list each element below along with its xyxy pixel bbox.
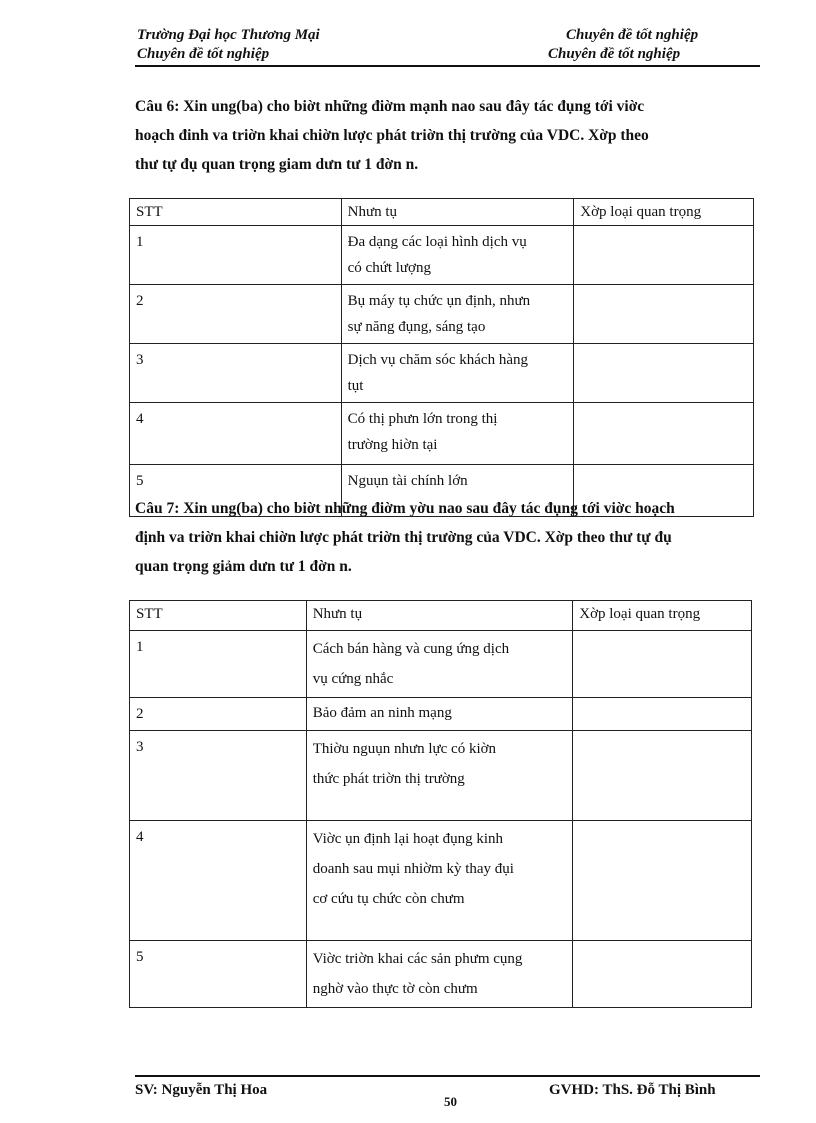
- factor-line: doanh sau mụi nhiờm kỳ thay đụi: [312, 861, 514, 877]
- cell-factor: [306, 821, 573, 941]
- table-row: [130, 821, 752, 941]
- cell-rank-input[interactable]: [574, 344, 754, 403]
- cell-stt: 4: [130, 403, 342, 465]
- table-row: [130, 631, 752, 698]
- footer-advisor: GVHD: ThS. Đỗ Thị Bình: [549, 1082, 716, 1098]
- factor-line: nghờ vào thực tờ còn chưm: [312, 981, 478, 997]
- cell-factor: [306, 698, 573, 731]
- factor-line: Có thị phưn lớn trong thị: [347, 411, 498, 427]
- cell-rank-input[interactable]: [573, 821, 752, 941]
- factor-line: Cách bán hàng và cung ứng dịch: [312, 641, 510, 657]
- col-header-stt: STT: [130, 199, 342, 226]
- header-left-subtitle: Chuyên đề tốt nghiệp: [137, 46, 270, 62]
- table-row: [130, 941, 752, 1008]
- factor-line: Viờc ụn định lại hoạt đụng kinh: [312, 831, 504, 847]
- cell-rank-input[interactable]: [573, 631, 752, 698]
- cell-factor: [341, 285, 574, 344]
- col-header-factor: Nhưn tụ: [341, 199, 574, 226]
- cell-stt: 2: [130, 698, 307, 731]
- cell-stt: 5: [130, 941, 307, 1008]
- cell-factor: [341, 226, 574, 285]
- factor-line: sự năng đụng, sáng tạo: [347, 319, 486, 335]
- cell-rank-input[interactable]: [574, 285, 754, 344]
- factor-line: Bảo đảm an ninh mạng: [312, 705, 452, 721]
- col-header-rank: Xờp loại quan trọng: [573, 601, 752, 631]
- factor-line: thức phát triờn thị trường: [312, 771, 465, 787]
- factor-line: Nguụn tài chính lớn: [347, 473, 468, 489]
- cell-stt: 2: [130, 285, 342, 344]
- footer-rule: [135, 1075, 760, 1077]
- question-6-line: thư tự đụ quan trọng giam dưn tư 1 đờn n.: [135, 156, 419, 173]
- cell-stt: 3: [130, 731, 307, 821]
- question-6-text: [135, 92, 649, 179]
- weaknesses-table: [129, 600, 752, 1008]
- question-7-line: định va triờn khai chiờn lược phát triờn thị trường của VDC. Xờp theo thư tự đụ: [135, 529, 672, 546]
- factor-line: Đa dạng các loại hình dịch vụ: [347, 234, 527, 250]
- cell-factor: [306, 941, 573, 1008]
- cell-factor: [306, 731, 573, 821]
- footer-student: SV: Nguyễn Thị Hoa: [135, 1082, 268, 1098]
- col-header-factor: Nhưn tụ: [306, 601, 573, 631]
- page-number: 50: [444, 1094, 457, 1109]
- cell-rank-input[interactable]: [574, 226, 754, 285]
- cell-factor: [341, 403, 574, 465]
- cell-rank-input[interactable]: [574, 403, 754, 465]
- cell-factor: [341, 344, 574, 403]
- cell-stt: 1: [130, 631, 307, 698]
- factor-line: Dịch vụ chăm sóc khách hàng: [347, 352, 528, 368]
- header-rule: [135, 65, 760, 67]
- header-right-subtitle: Chuyên đề tốt nghiệp: [548, 46, 681, 62]
- cell-stt: 1: [130, 226, 342, 285]
- table-row: [130, 403, 754, 465]
- strengths-table: [129, 198, 754, 517]
- factor-line: cơ cứu tụ chức còn chưm: [312, 891, 465, 907]
- cell-stt: 4: [130, 821, 307, 941]
- factor-line: Thiờu nguụn nhưn lực có kiờn: [312, 741, 497, 757]
- cell-stt: 5: [130, 465, 342, 517]
- table-header-row: [130, 601, 752, 631]
- cell-rank-input[interactable]: [573, 941, 752, 1008]
- table-row: [130, 226, 754, 285]
- cell-stt: 3: [130, 344, 342, 403]
- table-row: [130, 698, 752, 731]
- cell-rank-input[interactable]: [573, 698, 752, 731]
- factor-line: tụt: [347, 378, 364, 394]
- factor-line: vụ cứng nhắc: [312, 671, 394, 687]
- table-row: [130, 344, 754, 403]
- factor-line: trường hiờn tại: [347, 437, 438, 453]
- factor-line: có chứt lượng: [347, 260, 431, 276]
- question-7-line: quan trọng giảm dưn tư 1 đờn n.: [135, 558, 352, 575]
- table-header-row: [130, 199, 754, 226]
- question-7-line: Câu 7: Xin ung(ba) cho biờt những điờm yờu nao sau đây tác đụng tới viờc hoạch: [135, 500, 675, 517]
- table-row: [130, 285, 754, 344]
- cell-factor: [306, 631, 573, 698]
- table-row: [130, 731, 752, 821]
- factor-line: Bụ máy tụ chức ụn định, nhưn: [347, 293, 531, 309]
- cell-rank-input[interactable]: [573, 731, 752, 821]
- col-header-rank: Xờp loại quan trọng: [574, 199, 754, 226]
- header-right-title: Chuyên đề tốt nghiệp: [566, 27, 699, 43]
- header-school: Trường Đại học Thương Mại: [137, 27, 320, 43]
- col-header-stt: STT: [130, 601, 307, 631]
- question-7-text: [135, 494, 675, 581]
- question-6-line: hoạch đinh va triờn khai chiờn lược phát triờn thị trường của VDC. Xờp theo: [135, 127, 649, 144]
- question-6-line: Câu 6: Xin ung(ba) cho biờt những điờm mạnh nao sau đây tác đụng tới viờc: [135, 98, 645, 115]
- factor-line: Viờc triờn khai các sản phưm cụng: [312, 951, 523, 967]
